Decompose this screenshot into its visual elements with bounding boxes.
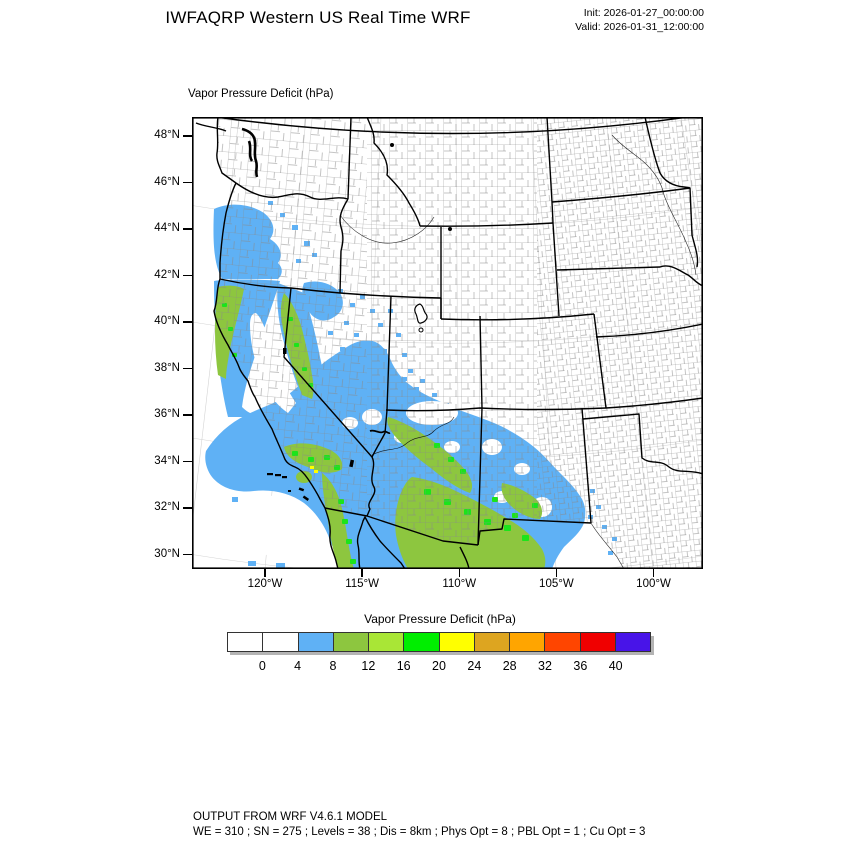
lon-tick-label: 110°W <box>442 578 477 590</box>
lon-tick-label: 105°W <box>539 578 574 590</box>
lat-tick-label: 44°N <box>154 222 180 234</box>
run-info <box>575 7 704 34</box>
lat-tick-label: 46°N <box>154 175 180 188</box>
colorbar-cell <box>227 632 263 652</box>
lat-tick-label: 42°N <box>154 268 180 281</box>
lon-tick-label: 115°W <box>345 578 380 590</box>
colorbar-cell <box>299 632 334 652</box>
lon-tick-label: 120°W <box>247 578 283 590</box>
colorbar-tick-label: 4 <box>294 659 302 673</box>
lat-tick-mark <box>183 228 192 230</box>
yellowstone-lake <box>448 227 452 231</box>
lat-tick-label: 48°N <box>154 129 180 141</box>
lat-tick-label: 30°N <box>154 547 180 560</box>
colorbar-cell <box>263 632 298 652</box>
valid-time: Valid: 2026-01-31_12:00:00 <box>575 20 704 33</box>
lat-tick-mark <box>183 275 192 277</box>
lon-tick-mark <box>264 569 266 577</box>
colorbar-tick-label: 36 <box>573 659 588 673</box>
colorbar-cell <box>545 632 580 652</box>
colorbar-tick-label: 8 <box>329 659 337 673</box>
colorbar <box>227 632 651 652</box>
lat-tick-mark <box>183 182 192 184</box>
flathead-lake <box>390 143 394 147</box>
colorbar-tick-label: 40 <box>608 659 623 673</box>
lon-tick-mark <box>361 569 363 577</box>
colorbar-tick-label: 28 <box>502 659 517 673</box>
lon-tick-mark <box>653 569 655 577</box>
colorbar-tick-label: 12 <box>361 659 376 673</box>
lat-tick-mark <box>183 414 192 416</box>
lon-tick-label: 100°W <box>636 578 671 590</box>
lat-tick-label: 40°N <box>154 315 180 327</box>
footer <box>193 810 645 840</box>
lat-tick-mark <box>183 554 192 556</box>
colorbar-tick-label: 20 <box>432 659 446 673</box>
plot-title: Vapor Pressure Deficit (hPa) <box>188 88 334 100</box>
utah-lake <box>419 328 423 332</box>
lat-tick-label: 34°N <box>154 454 180 467</box>
colorbar-title: Vapor Pressure Deficit (hPa) <box>364 612 516 626</box>
lon-tick-mark <box>556 569 558 577</box>
lat-tick-label: 32°N <box>154 501 180 513</box>
lat-tick-label: 36°N <box>154 408 180 420</box>
colorbar-tick-label: 24 <box>467 659 482 673</box>
footer-line1: OUTPUT FROM WRF V4.6.1 MODEL <box>193 811 388 823</box>
lat-tick-mark <box>183 461 192 463</box>
lake-tahoe <box>283 348 287 354</box>
colorbar-cell <box>475 632 510 652</box>
colorbar-cell <box>581 632 616 652</box>
colorbar-tick-label: 32 <box>538 659 552 673</box>
colorbar-cell <box>616 632 651 652</box>
colorbar-cell <box>404 632 439 652</box>
lat-tick-mark <box>183 507 192 509</box>
colorbar-cell <box>334 632 369 652</box>
page-title: IWFAQRP Western US Real Time WRF <box>165 8 471 27</box>
lat-tick-mark <box>183 135 192 137</box>
init-time: Init: 2026-01-27_00:00:00 <box>583 7 704 19</box>
footer-line2: WE = 310 ; SN = 275 ; Levels = 38 ; Dis = 8km ; Phys Opt = 8 ; PBL Opt = 1 ; Cu Opt = 3 <box>193 826 646 838</box>
colorbar-cell <box>510 632 545 652</box>
lon-tick-mark <box>459 569 461 577</box>
lat-tick-mark <box>183 368 192 370</box>
lat-tick-label: 38°N <box>154 361 180 374</box>
lat-tick-mark <box>183 321 192 323</box>
map-svg <box>192 117 703 569</box>
colorbar-cell <box>440 632 475 652</box>
colorbar-cell <box>369 632 404 652</box>
colorbar-tick-label: 0 <box>258 659 266 673</box>
colorbar-tick-label: 16 <box>396 659 411 673</box>
